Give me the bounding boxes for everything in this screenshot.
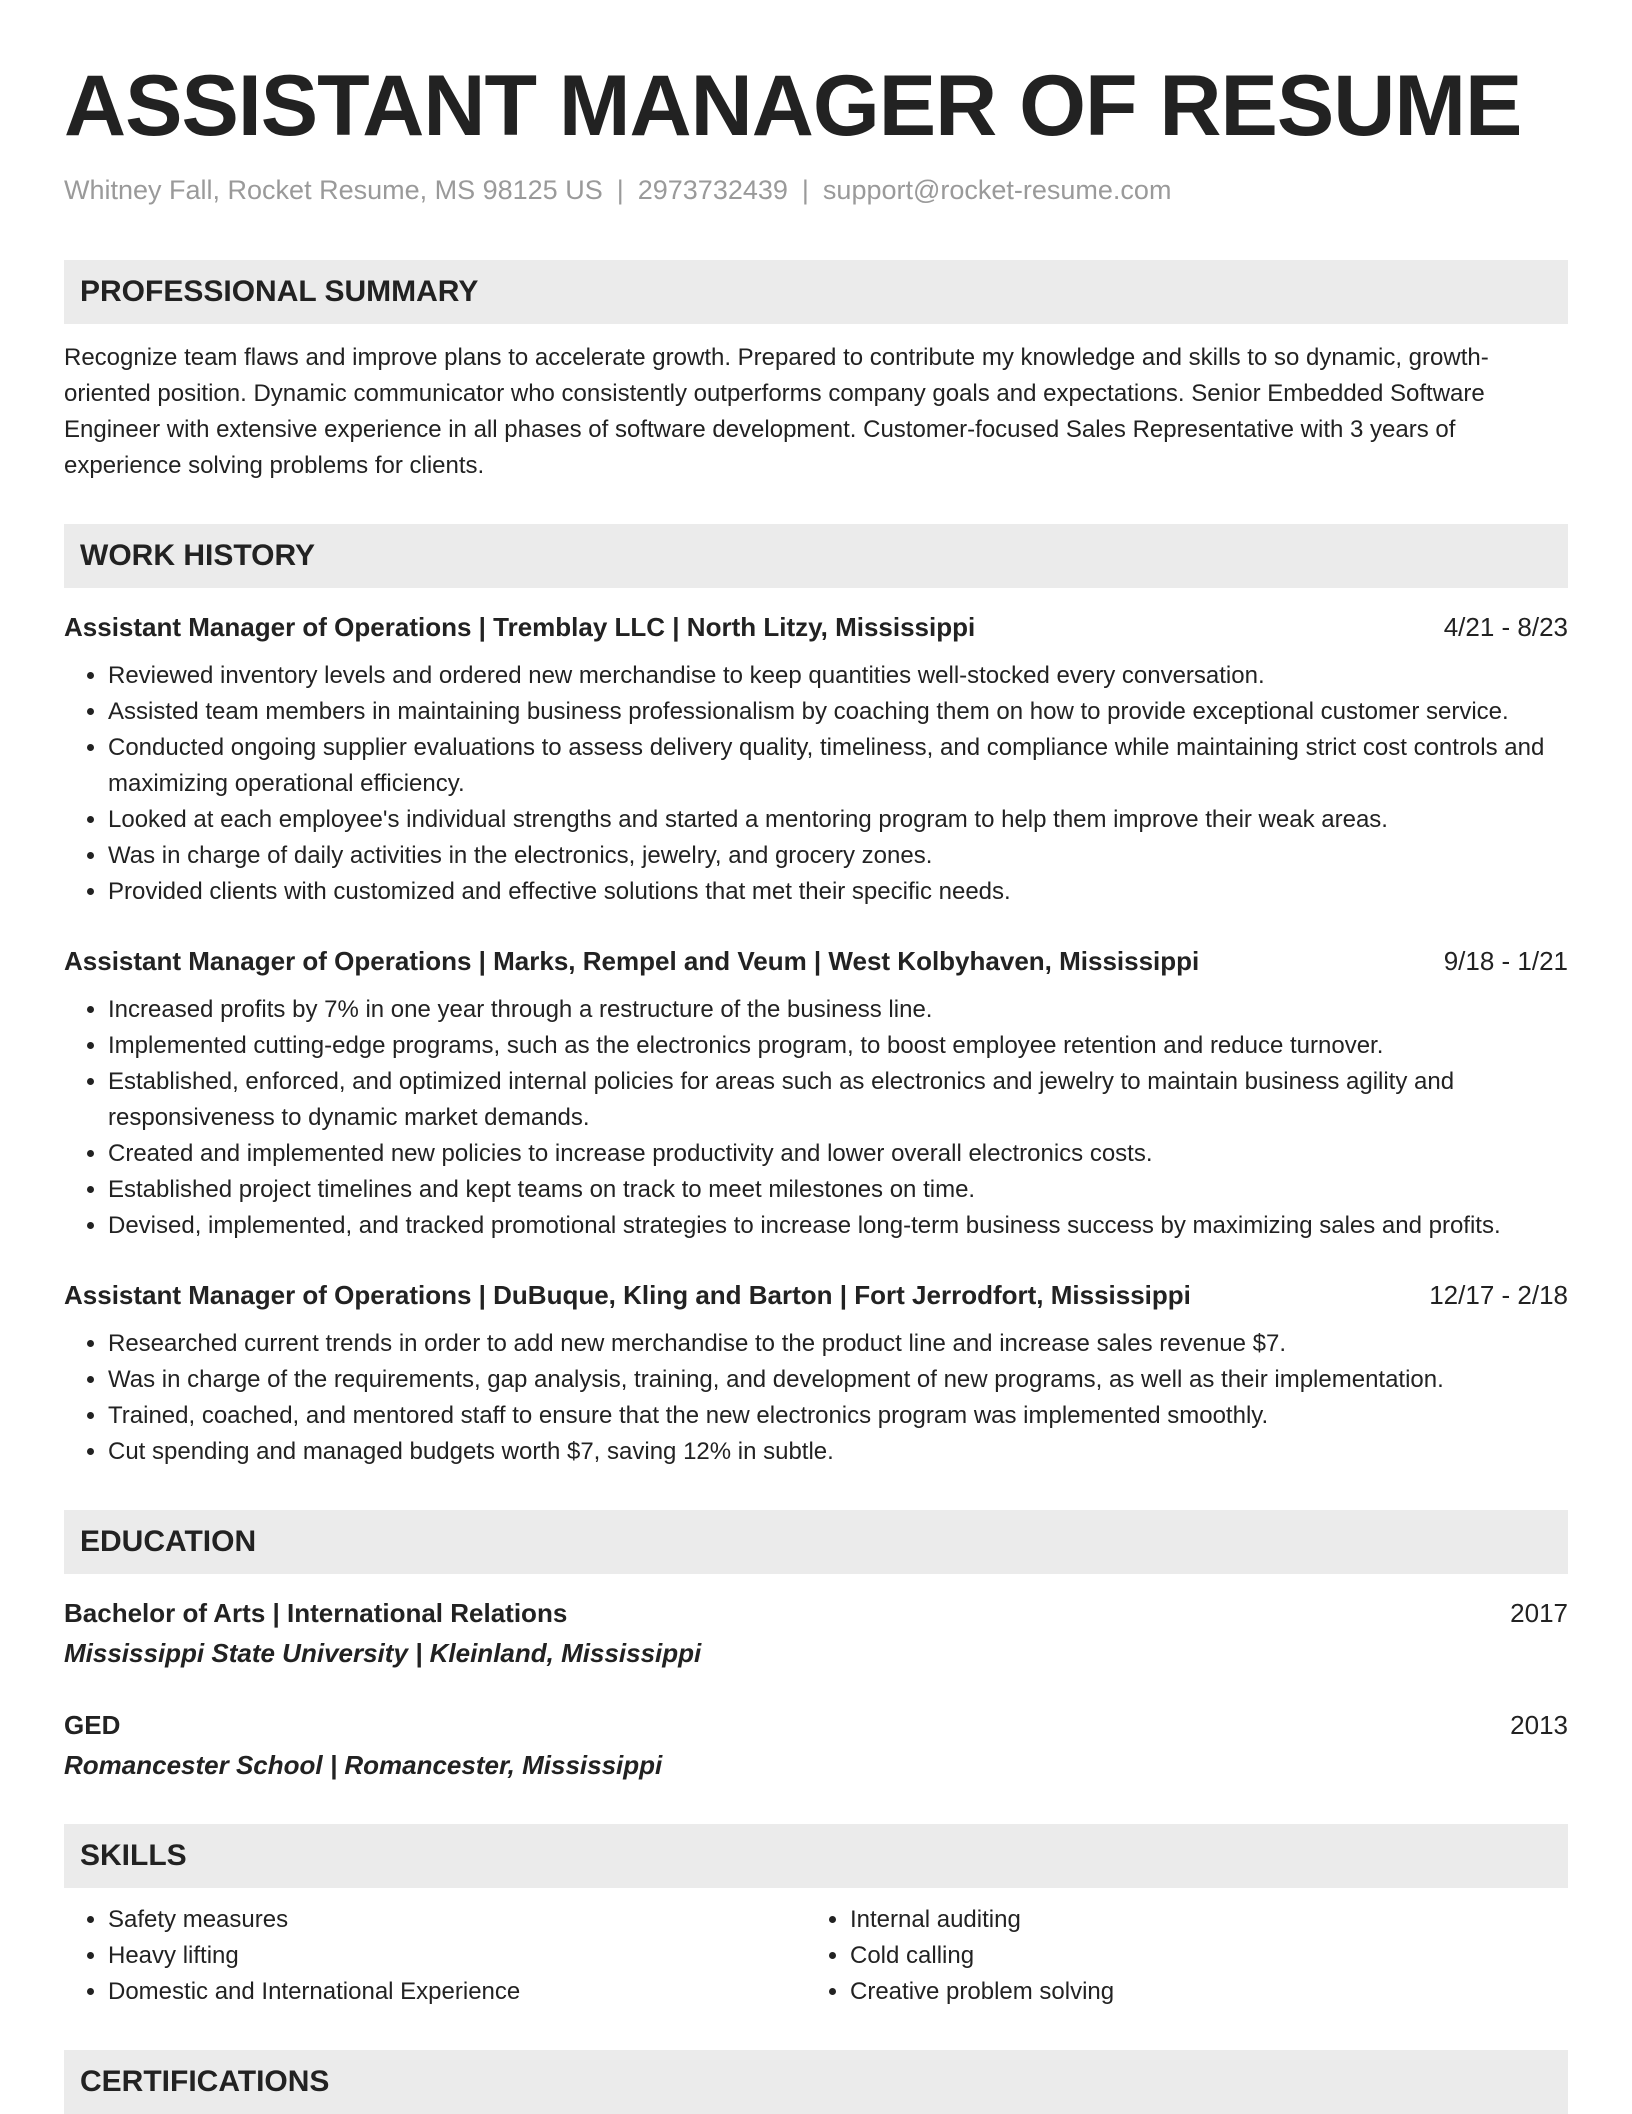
skill-item: • Creative problem solving	[850, 1974, 1548, 2010]
job-bullet: • Provided clients with customized and effective solutions that met their specific needs.	[108, 874, 1568, 910]
skills-list	[64, 1902, 1568, 2010]
section-header-education: EDUCATION	[64, 1510, 1568, 1574]
education-header	[64, 1594, 1568, 1632]
resume-page	[64, 56, 1568, 2114]
skills-column-left	[64, 1902, 806, 2010]
job-entry	[64, 608, 1568, 910]
job-bullet: • Created and implemented new policies to increase productivity and lower overall electronics costs.	[108, 1136, 1568, 1172]
job-entry	[64, 942, 1568, 1244]
job-bullet: • Cut spending and managed budgets worth $7, saving 12% in subtle.	[108, 1434, 1568, 1470]
job-bullets	[64, 1326, 1568, 1470]
section-header-work-history: WORK HISTORY	[64, 524, 1568, 588]
skill-item: • Safety measures	[108, 1902, 806, 1938]
contact-email: support@rocket-resume.com	[822, 175, 1172, 205]
job-bullet: • Increased profits by 7% in one year through a restructure of the business line.	[108, 992, 1568, 1028]
section-header-skills: SKILLS	[64, 1824, 1568, 1888]
skill-item: • Internal auditing	[850, 1902, 1548, 1938]
job-bullet: • Established, enforced, and optimized internal policies for areas such as electronics and jewelry to maintain business agility and responsiveness to dynamic market demands.	[108, 1064, 1568, 1136]
contact-line	[64, 172, 1568, 208]
skill-item: • Domestic and International Experience	[108, 1974, 806, 2010]
education-degree: GED	[64, 1710, 121, 1740]
job-dates: 12/17 - 2/18	[1429, 1280, 1568, 1310]
job-dates: 4/21 - 8/23	[1443, 612, 1568, 642]
skill-item: • Heavy lifting	[108, 1938, 806, 1974]
contact-phone: 2973732439	[637, 175, 788, 205]
job-entry	[64, 1276, 1568, 1470]
section-header-certifications: CERTIFICATIONS	[64, 2050, 1568, 2114]
job-bullets	[64, 992, 1568, 1244]
job-dates: 9/18 - 1/21	[1443, 946, 1568, 976]
education-entry	[64, 1706, 1568, 1784]
job-bullet: • Looked at each employee's individual strengths and started a mentoring program to help them improve their weak areas.	[108, 802, 1568, 838]
job-bullet: • Devised, implemented, and tracked promotional strategies to increase long-term business success by maximizing sales and profits.	[108, 1208, 1568, 1244]
job-bullets	[64, 658, 1568, 910]
job-header	[64, 1276, 1568, 1314]
education-entry	[64, 1594, 1568, 1672]
job-bullet: • Trained, coached, and mentored staff to ensure that the new electronics program was implemented smoothly.	[108, 1398, 1568, 1434]
contact-address: Whitney Fall, Rocket Resume, MS 98125 US	[64, 175, 603, 205]
job-bullet: • Was in charge of daily activities in the electronics, jewelry, and grocery zones.	[108, 838, 1568, 874]
job-bullet: • Assisted team members in maintaining business professionalism by coaching them on how to provide exceptional customer service.	[108, 694, 1568, 730]
contact-separator: |	[801, 175, 809, 205]
job-bullet: • Was in charge of the requirements, gap analysis, training, and development of new programs, as well as their implementation.	[108, 1362, 1568, 1398]
job-title: Assistant Manager of Operations | Marks, Rempel and Veum | West Kolbyhaven, Mississippi	[64, 946, 1200, 976]
skills-column-right	[806, 1902, 1548, 2010]
summary-text: Recognize team flaws and improve plans to accelerate growth. Prepared to contribute my knowledge and skills to so dynamic, growth-oriented position. Dynamic communicator who consistently outperforms company goals and expectations. Senior Embedded Software Engineer with extensive experience in all phases of software development. Customer-focused Sales Representative with 3 years of experience solving problems for clients.	[64, 344, 1489, 479]
education-school: Mississippi State University | Kleinland, Mississippi	[64, 1638, 702, 1668]
job-bullet: • Established project timelines and kept teams on track to meet milestones on time.	[108, 1172, 1568, 1208]
contact-separator: |	[616, 175, 624, 205]
education-year: 2017	[1510, 1598, 1568, 1628]
job-title: Assistant Manager of Operations | Tremblay LLC | North Litzy, Mississippi	[64, 612, 976, 642]
job-bullet: • Conducted ongoing supplier evaluations to assess delivery quality, timeliness, and compliance while maintaining strict cost controls and maximizing operational efficiency.	[108, 730, 1568, 802]
job-bullet: • Reviewed inventory levels and ordered new merchandise to keep quantities well-stocked every conversation.	[108, 658, 1568, 694]
section-header-summary: PROFESSIONAL SUMMARY	[64, 260, 1568, 324]
education-degree: Bachelor of Arts | International Relations	[64, 1598, 568, 1628]
resume-title: ASSISTANT MANAGER OF RESUME	[64, 58, 1522, 154]
job-title: Assistant Manager of Operations | DuBuque, Kling and Barton | Fort Jerrodfort, Mississippi	[64, 1280, 1191, 1310]
job-bullet: • Researched current trends in order to add new merchandise to the product line and increase sales revenue $7.	[108, 1326, 1568, 1362]
education-header	[64, 1706, 1568, 1744]
job-header	[64, 942, 1568, 980]
education-year: 2013	[1510, 1710, 1568, 1740]
job-bullet: • Implemented cutting-edge programs, such as the electronics program, to boost employee retention and reduce turnover.	[108, 1028, 1568, 1064]
education-school: Romancester School | Romancester, Mississippi	[64, 1750, 663, 1780]
job-header	[64, 608, 1568, 646]
skill-item: • Cold calling	[850, 1938, 1548, 1974]
